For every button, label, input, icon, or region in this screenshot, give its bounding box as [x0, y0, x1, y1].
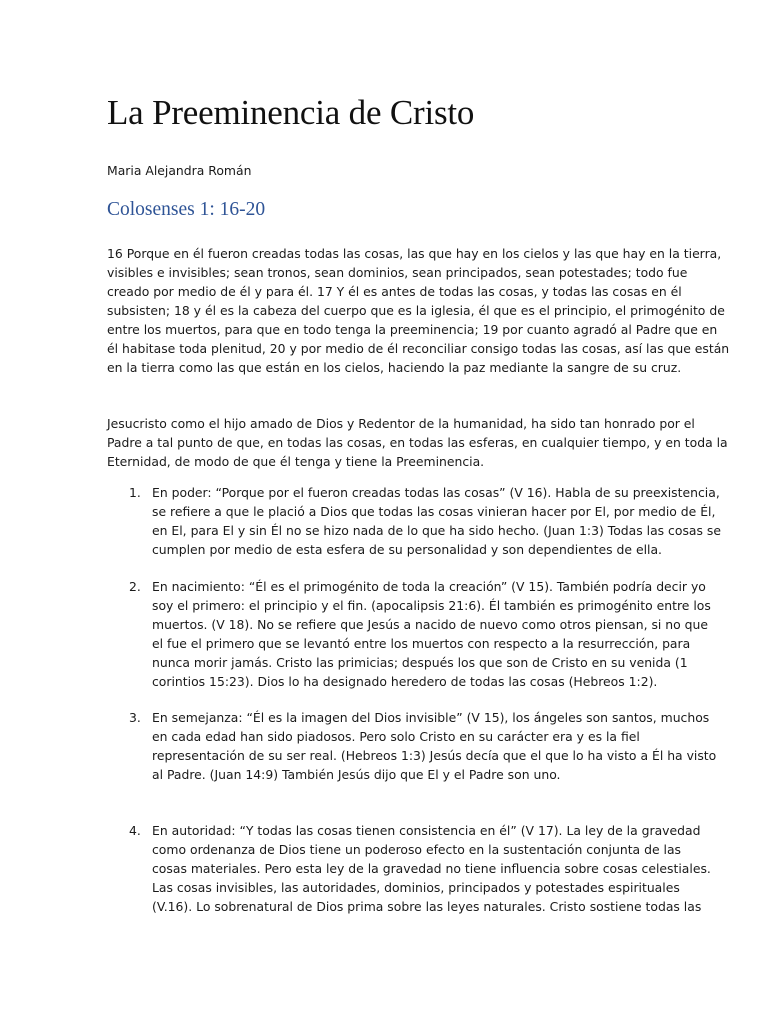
list-line: nunca morir jamás. Cristo las primicias; después los que son de Cristo en su venida (1: [152, 655, 688, 670]
list-number: 1.: [129, 485, 141, 500]
paragraph-line: en la tierra como las que están en los cielos, haciendo la paz mediante la sangre de su cruz.: [107, 360, 682, 375]
section-heading: Colosenses 1: 16-20: [107, 199, 266, 220]
paragraph-line: creado por medio de él y para él. 17 Y él es antes de todas las cosas, y todas las cosas en él: [107, 284, 682, 299]
list-number: 2.: [129, 579, 141, 594]
list-item-text: [152, 821, 711, 916]
list-line: En autoridad: “Y todas las cosas tienen consistencia en él” (V 17). La ley de la gravedad: [152, 823, 701, 838]
list-number: 4.: [129, 823, 141, 838]
list-line: muertos. (V 18). No se refiere que Jesús a nacido de nuevo como otros piensan, si no que: [152, 617, 709, 632]
list-number: 3.: [129, 710, 141, 725]
list-line: En semejanza: “Él es la imagen del Dios invisible” (V 15), los ángeles son santos, muchos: [152, 710, 710, 725]
paragraph-line: subsisten; 18 y él es la cabeza del cuerpo que es la iglesia, él que es el principio, el primogénito de: [107, 303, 725, 318]
list-line: cumplen por medio de esta esfera de su personalidad y son dependientes de ella.: [152, 542, 662, 557]
list-item-text: [152, 708, 716, 784]
intro-paragraph: [107, 414, 728, 471]
paragraph-line: Eternidad, de modo de que él tenga y tiene la Preeminencia.: [107, 454, 485, 469]
list-line: Las cosas invisibles, las autoridades, dominios, principados y potestades espirituales: [152, 880, 680, 895]
list-line: al Padre. (Juan 14:9) También Jesús dijo que El y el Padre son uno.: [152, 767, 561, 782]
list-line: en El, para El y sin Él no se hizo nada de lo que ha sido hecho. (Juan 1:3) Todas las cosas se: [152, 523, 721, 538]
list-line: el fue el primero que se levantó entre los muertos con respecto a la resurrección, para: [152, 636, 691, 651]
list-line: En nacimiento: “Él es el primogénito de toda la creación” (V 15). También podría decir yo: [152, 579, 706, 594]
author-name: Maria Alejandra Román: [107, 163, 252, 178]
paragraph-line: 16 Porque en él fueron creadas todas las cosas, las que hay en los cielos y las que hay en la tierra,: [107, 246, 722, 261]
list-line: como ordenanza de Dios tiene un poderoso efecto en la sustentación conjunta de las: [152, 842, 682, 857]
list-line: representación de su ser real. (Hebreos 1:3) Jesús decía que el que lo ha visto a Él ha visto: [152, 748, 717, 763]
list-item-text: [152, 577, 711, 691]
paragraph-line: visibles e invisibles; sean tronos, sean dominios, sean principados, sean potestades; todo fue: [107, 265, 688, 280]
list-line: corintios 15:23). Dios lo ha designado heredero de todas las cosas (Hebreos 1:2).: [152, 674, 658, 689]
document-title: La Preeminencia de Cristo: [107, 93, 475, 132]
paragraph-line: Padre a tal punto de que, en todas las cosas, en todas las esferas, en cualquier tiempo, y en toda la: [107, 435, 728, 450]
list-line: en cada edad han sido piadosos. Pero solo Cristo en su carácter era y es la fiel: [152, 729, 640, 744]
paragraph-line: Jesucristo como el hijo amado de Dios y Redentor de la humanidad, ha sido tan honrado por el: [107, 416, 695, 431]
list-line: En poder: “Porque por el fueron creadas todas las cosas” (V 16). Habla de su preexistencia,: [152, 485, 720, 500]
list-line: (V.16). Lo sobrenatural de Dios prima sobre las leyes naturales. Cristo sostiene todas las: [152, 899, 702, 914]
paragraph-line: él habitase toda plenitud, 20 y por medio de él reconciliar consigo todas las cosas, así las que están: [107, 341, 730, 356]
list-line: se refiere a que le plació a Dios que todas las cosas vinieran hacer por El, por medio de Él,: [152, 504, 716, 519]
list-item-text: [152, 483, 721, 559]
verse-paragraph: [107, 244, 729, 377]
list-line: cosas materiales. Pero esta ley de la gravedad no tiene influencia sobre cosas celestiales.: [152, 861, 711, 876]
paragraph-line: entre los muertos, para que en todo tenga la preeminencia; 19 por cuanto agradó al Padre que en: [107, 322, 718, 337]
list-line: soy el primero: el principio y el fin. (apocalipsis 21:6). Él también es primogénito entre los: [152, 598, 711, 613]
